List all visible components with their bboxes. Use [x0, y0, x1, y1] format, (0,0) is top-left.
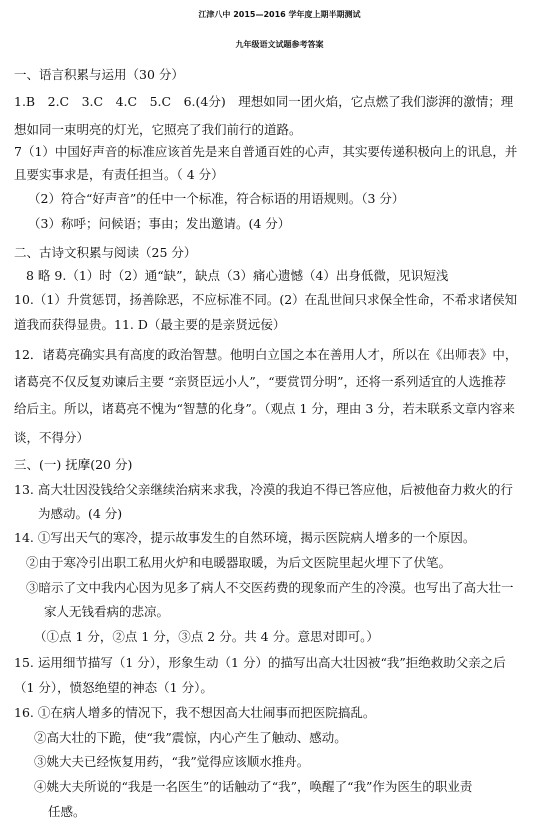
answer-line: （2）符合“好声音”的任中一个标准，符合标语的用语规则。（3 分） — [28, 191, 405, 206]
answer-line: 给后主。所以，诸葛亮不愧为“智慧的化身”。（观点 1 分，理由 3 分，若未联系文章内容来 — [14, 401, 515, 416]
answer-line: 15. 运用细节描写（1 分），形象生动（1 分）的描写出高大壮因被“我”拒绝救助父亲之后 — [14, 655, 506, 670]
document-subtitle: 九年级语文试题参考答案 — [235, 40, 324, 49]
answer-line: 7（1）中国好声音的标准应该首先是来自普通百姓的心声，其实要传递积极向上的讯息，并 — [14, 144, 518, 159]
answer-line: 为感动。(4 分) — [38, 506, 123, 521]
answer-line: 14. ①写出天气的寒冷，提示故事发生的自然环境，揭示医院病人增多的一个原因。 — [14, 530, 476, 545]
answer-line: （1 分），愤怒绝望的神态（1 分）。 — [14, 680, 213, 695]
answer-line: ③姚大夫已经恢复用药，“我”觉得应该顺水推舟。 — [34, 754, 310, 769]
answer-line: 任感。 — [48, 804, 86, 819]
answer-line: 谈，不得分） — [14, 430, 90, 445]
answer-line: ③暗示了文中我内心因为见多了病人不交医药费的现象而产生的冷漠。也写出了高大壮一 — [26, 580, 514, 595]
section-heading-poetry: 二、古诗文积累与阅读（25 分） — [14, 245, 197, 260]
answer-line: 想如同一束明亮的灯光，它照亮了我们前行的道路。 — [14, 122, 302, 137]
answer-line: 13. 高大壮因没钱给父亲继续治病来求我，冷漠的我迫不得已答应他，后被他奋力救火的行 — [14, 482, 513, 497]
answer-line: 10.（1）升赏惩罚，扬善除恶，不应标准不同。(2）在乱世间只求保全性命，不希求诸侯知 — [14, 292, 518, 307]
answer-line: 诸葛亮不仅反复劝谏后主要 “亲贤臣远小人”，“要赏罚分明”，还将一系列适宜的人选推荐 — [14, 374, 507, 389]
answer-line: 8 略 9.（1）时（2）通“缺”，缺点（3）痛心遗憾（4）出身低微，见识短浅 — [26, 268, 449, 283]
answer-line: ④姚大夫所说的“我是一名医生”的话触动了“我”，唤醒了“我”作为医生的职业责 — [34, 779, 473, 794]
answer-line: 道我而获得显贵。11. D（最主要的是亲贤远佞） — [14, 317, 286, 332]
section-heading-language: 一、语言积累与运用（30 分） — [14, 67, 184, 82]
answer-line: ②由于寒冷引出职工私用火炉和电暖器取暖，为后文医院里起火埋下了伏笔。 — [26, 555, 452, 570]
answer-line: 家人无钱看病的悲凉。 — [44, 604, 170, 619]
answer-line: 且要实事求是，有责任担当。（ 4 分） — [14, 167, 224, 182]
answer-line: 16. ①在病人增多的情况下，我不想因高大壮闹事而把医院搞乱。 — [14, 705, 376, 720]
answer-line: 12．诸葛亮确实具有高度的政治智慧。他明白立国之本在善用人才，所以在《出师表》中， — [14, 347, 518, 362]
answer-line: ②高大壮的下跪，使“我”震惊，内心产生了触动、感动。 — [34, 730, 347, 745]
answer-line: （①点 1 分，②点 1 分，③点 2 分。共 4 分。意思对即可。） — [34, 629, 379, 644]
document-title: 江津八中 2015—2016 学年度上期半期测试 — [198, 10, 361, 19]
answer-line: 1.B 2.C 3.C 4.C 5.C 6.(4分) 理想如同一团火焰，它点燃了我们澎湃的激情；理 — [14, 94, 514, 109]
answer-line: （3）称呼；问候语；事由；发出邀请。(4 分） — [28, 216, 291, 231]
section-heading-reading: 三、(一) 抚摩(20 分) — [14, 457, 133, 472]
